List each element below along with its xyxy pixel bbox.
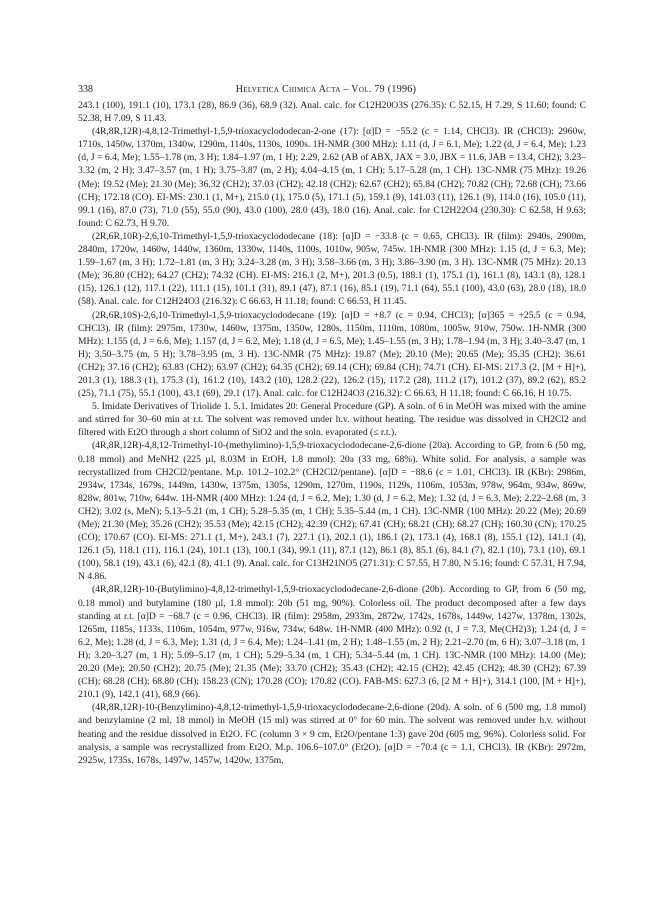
journal-title: Helvetica Chimica Acta – Vol. 79 (1996) <box>235 84 417 95</box>
running-head <box>78 84 586 96</box>
page-number: 338 <box>78 84 93 95</box>
paragraph: (4R,8R,12R)-4,8,12-Trimethyl-10-(methylimino)-1,5,9-trioxacyclododecane-2,6-dione (20a). According to GP, from 6 (50 mg, 0.18 mmol) and MeNH2 (225 µl, 8.03M in EtOH, 1.8 mmol): 20a (33 mg, 68%). White solid. For analysis, a sample was recrystallized from CH2Cl2/pentane. M.p. 101.2–102.2° (CH2Cl2/pentane). [α]D = −88.6 (c = 1.01, CHCl3). IR (KBr): 2986m, 2934w, 1734s, 1679s, 1449m, 1430w, 1375m, 1305s, 1290m, 1270m, 1190s, 1129s, 1106m, 1053m, 978w, 964m, 934w, 869w, 828w, 801w, 710w, 644w. 1H-NMR (400 MHz): 1.24 (d, J = 6.2, Me); 1.30 (d, J = 6.2, Me); 1.32 (d, J = 6.3, Me); 2.22–2.68 (m, 3 CH2); 3.02 (s, MeN); 5.13–5.21 (m, 1 CH); 5.28–5.35 (m, 1 CH); 5.35–5.44 (m, 1 CH). 13C-NMR (100 MHz): 20.22 (Me); 20.69 (Me); 21.30 (Me); 35.26 (CH2); 35.53 (Me); 42.15 (CH2); 42.39 (CH2); 67.41 (CH); 68.21 (CH); 68.27 (CH); 160.30 (CN); 170.25 (CO); 170.67 (CO). EI-MS: 271.1 (1, M+), 243.1 (7), 227.1 (1), 202.1 (1), 186.1 (2), 173.1 (4), 168.1 (8), 155.1 (12), 141.1 (4), 126.1 (5), 118.1 (11), 116.1 (24), 101.1 (13), 100.1 (34), 99.1 (11), 87.1 (12), 86.1 (8), 85.1 (6), 84.1 (7), 82.1 (10), 73.1 (10), 69.1 (100), 58.1 (19), 43.1 (6), 42.1 (8), 41.1 (9). Anal. calc. for C13H21NO5 (271.31): C 57.55, H 7.80, N 5.16; found: C 57.31, H 7.94, N 4.86. <box>78 440 586 583</box>
paragraph: (4R,8R,12R)-10-(Butylimino)-4,8,12-trimethyl-1,5,9-trioxacyclododecane-2,6-dione (20b). According to GP, from 6 (50 mg, 0.18 mmol) and butylamine (180 µl, 1.8 mmol): 20b (51 mg, 90%). Colorless oil. The product decomposed after a few days standing at r.t. [α]D = −68.7 (c = 0.96, CHCl3). IR (film): 2958m, 2933m, 2872w, 1742s, 1678s, 1449w, 1427w, 1378m, 1302s, 1265m, 1185s, 1133s, 1106m, 1054m, 977w, 916w, 734w, 648w. 1H-NMR (400 MHz): 0.92 (t, J = 7.3, Me(CH2)3); 1.24 (d, J = 6.2, Me); 1.28 (d, J = 6.3, Me); 1.31 (d, J = 6.4, Me); 1.24–1.41 (m, 2 H); 1.48–1.55 (m, 2 H); 2.21–2.70 (m, 6 H); 3.07–3.18 (m, 1 H); 3.20–3.27 (m, 1 H); 5.09–5.17 (m, 1 CH); 5.29–5.34 (m, 1 CH); 5.34–5.44 (m, 1 CH). 13C-NMR (100 MHz): 14.00 (Me); 20.20 (Me); 20.50 (CH2); 20.75 (Me); 21.35 (Me); 33.70 (CH2); 35.43 (CH2); 42.15 (CH2); 42.45 (CH2); 48.30 (CH2); 67.39 (CH); 68.28 (CH); 68.80 (CH); 158.23 (CN); 170.28 (CO); 170.82 (CO). FAB-MS: 627.3 (6, [2 M + H]+), 314.1 (100, [M + H]+), 210.1 (9), 142.1 (41), 68.9 (66). <box>78 584 586 701</box>
paragraph: (4R,8R,12R)-10-(Benzylimino)-4,8,12-trimethyl-1,5,9-trioxacyclododecane-2,6-dione (20d). A soln. of 6 (500 mg, 1.8 mmol) and benzylamine (2 ml, 18 mmol) in MeOH (15 ml) was stirred at 0° for 60 min. The solvent was removed under h.v. without heating and the residue dissolved in Et2O. FC (column 3 × 9 cm, Et2O/pentane 1:3) gave 20d (605 mg, 96%). Colorless solid. For analysis, a sample was recrystallized from Et2O. M.p. 106.6–107.0° (Et2O). [α]D = −70.4 (c = 1.1, CHCl3). IR (KBr): 2972m, 2925w, 1735s, 1678s, 1497w, 1457w, 1420w, 1375m, <box>78 702 586 766</box>
body-text <box>78 99 586 767</box>
paragraph: (2R,6R,10R)-2,6,10-Trimethyl-1,5,9-trioxacyclododecane (18): [α]D = −33.8 (c = 0.65, CHCl3). IR (film): 2940s, 2900m, 2840m, 1720w, 1460w, 1440w, 1360m, 1330w, 1140s, 1100s, 1010w, 905w, 745w. 1H-NMR (300 MHz): 1.15 (d, J = 6.3, Me); 1.59–1.67 (m, 3 H); 1.72–1.81 (m, 3 H); 3.24–3.28 (m, 3 H); 3.58–3.66 (m, 3 H); 3.86–3.90 (m, 3 H). 13C-NMR (75 MHz): 20.13 (Me); 36.80 (CH2); 64.27 (CH2); 74.32 (CH). EI-MS: 216.1 (2, M+), 201.3 (0.5), 188.1 (1), 175.1 (1), 161.1 (8), 143.1 (8), 128.1 (15), 126.1 (12), 117.1 (22), 111.1 (15), 101.1 (31), 89.1 (47), 87.1 (16), 85.1 (19), 71.1 (64), 55.1 (100), 43.0 (63), 28.0 (18), 18.0 (58). Anal. calc. for C12H24O3 (216.32): C 66.63, H 11.18; found: C 66.53, H 11.45. <box>78 230 586 308</box>
paragraph: (4R,8R,12R)-4,8,12-Trimethyl-1,5,9-trioxacyclododecan-2-one (17): [α]D = −55.2 (c = 1.14, CHCl3). IR (CHCl3): 2960w, 1710s, 1450w, 1370m, 1340w, 1290m, 1140s, 1130s, 1090s. 1H-NMR (300 MHz): 1.11 (d, J = 6.1, Me); 1.22 (d, J = 6.4, Me); 1.23 (d, J = 6.4, Me); 1.55–1.78 (m, 3 H); 1.84–1.97 (m, 1 H); 2.29, 2.62 (AB of ABX, JAX = 3.0, JBX = 11.6, JAB = 13.4, CH2); 3.23–3.32 (m, 2 H); 3.47–3.57 (m, 1 H); 3.75–3.87 (m, 2 H); 4.04–4.15 (m, 1 CH); 5.17–5.28 (m, 1 CH). 13C-NMR (75 MHz): 19.26 (Me); 19.52 (Me); 21.30 (Me); 36.32 (CH2); 37.03 (CH2); 42.18 (CH2); 62.67 (CH2); 65.84 (CH2); 70.82 (CH); 72.68 (CH); 73.66 (CH); 172.18 (CO). EI-MS: 230.1 (1, M+), 215.0 (1), 175.0 (5), 171.1 (5), 159.1 (9), 141.03 (11), 126.1 (9), 114.0 (16), 105.0 (11), 99.1 (16), 87.0 (73), 71.0 (55), 55.0 (90), 43.0 (100), 28.0 (43), 18.0 (16). Anal. calc. for C12H22O4 (230.30): C 62.58, H 9.63; found: C 62.73, H 9.70. <box>78 126 586 229</box>
paragraph: (2R,6R,10S)-2,6,10-Trimethyl-1,5,9-trioxacyclododecane (19): [α]D = +8.7 (c = 0.94, CHCl3); [α]365 = +25.5 (c = 0.94, CHCl3). IR (film): 2975m, 1730w, 1460w, 1375m, 1350w, 1280s, 1150m, 1110m, 1080m, 1005w, 910w, 750w. 1H-NMR (300 MHz): 1.155 (d, J = 6.6, Me); 1.157 (d, J = 6.2, Me); 1.18 (d, J = 6.5, Me); 1.45–1.55 (m, 3 H); 1.78–1.94 (m, 3 H); 3.40–3.47 (m, 1 H); 3.50–3.75 (m, 5 H); 3.78–3.95 (m, 3 H). 13C-NMR (75 MHz): 19.87 (Me); 20.10 (Me); 20.65 (Me); 35.35 (CH2); 36.61 (CH2); 37.16 (CH2); 63.83 (CH2); 63.97 (CH2); 64.35 (CH2); 69.14 (CH); 69.84 (CH); 74.71 (CH). EI-MS: 217.3 (2, [M + H]+), 201.3 (1), 188.3 (1), 175.3 (1), 161.2 (10), 143.2 (10), 128.2 (22), 126.2 (15), 117.2 (28), 111.2 (17), 101.2 (37), 89.2 (62), 85.2 (25), 71.1 (75), 55.1 (100), 43.1 (69), 29.1 (17). Anal. calc. for C12H24O3 (216.32): C 66.63, H 11.18; found: C 66.16, H 10.75. <box>78 309 586 400</box>
paragraph: 5. Imidate Derivatives of Triolide 1. 5.1. Imidates 20: General Procedure (GP). A soln. of 6 in MeOH was mixed with the amine and stirred for 30–60 min at r.t. The solvent was removed under h.v. without heating. The residue was dissolved in CH2Cl2 and filtered with Et2O through a short column of SiO2 and the soln. evaporated (≤ r.t.). <box>78 401 586 439</box>
paragraph: 243.1 (100), 191.1 (10), 173.1 (28), 86.9 (36), 68.9 (32). Anal. calc. for C12H20O3S (276.35): C 52.15, H 7.29, S 11.60; found: C 52.38, H 7.09, S 11.43. <box>78 100 586 125</box>
